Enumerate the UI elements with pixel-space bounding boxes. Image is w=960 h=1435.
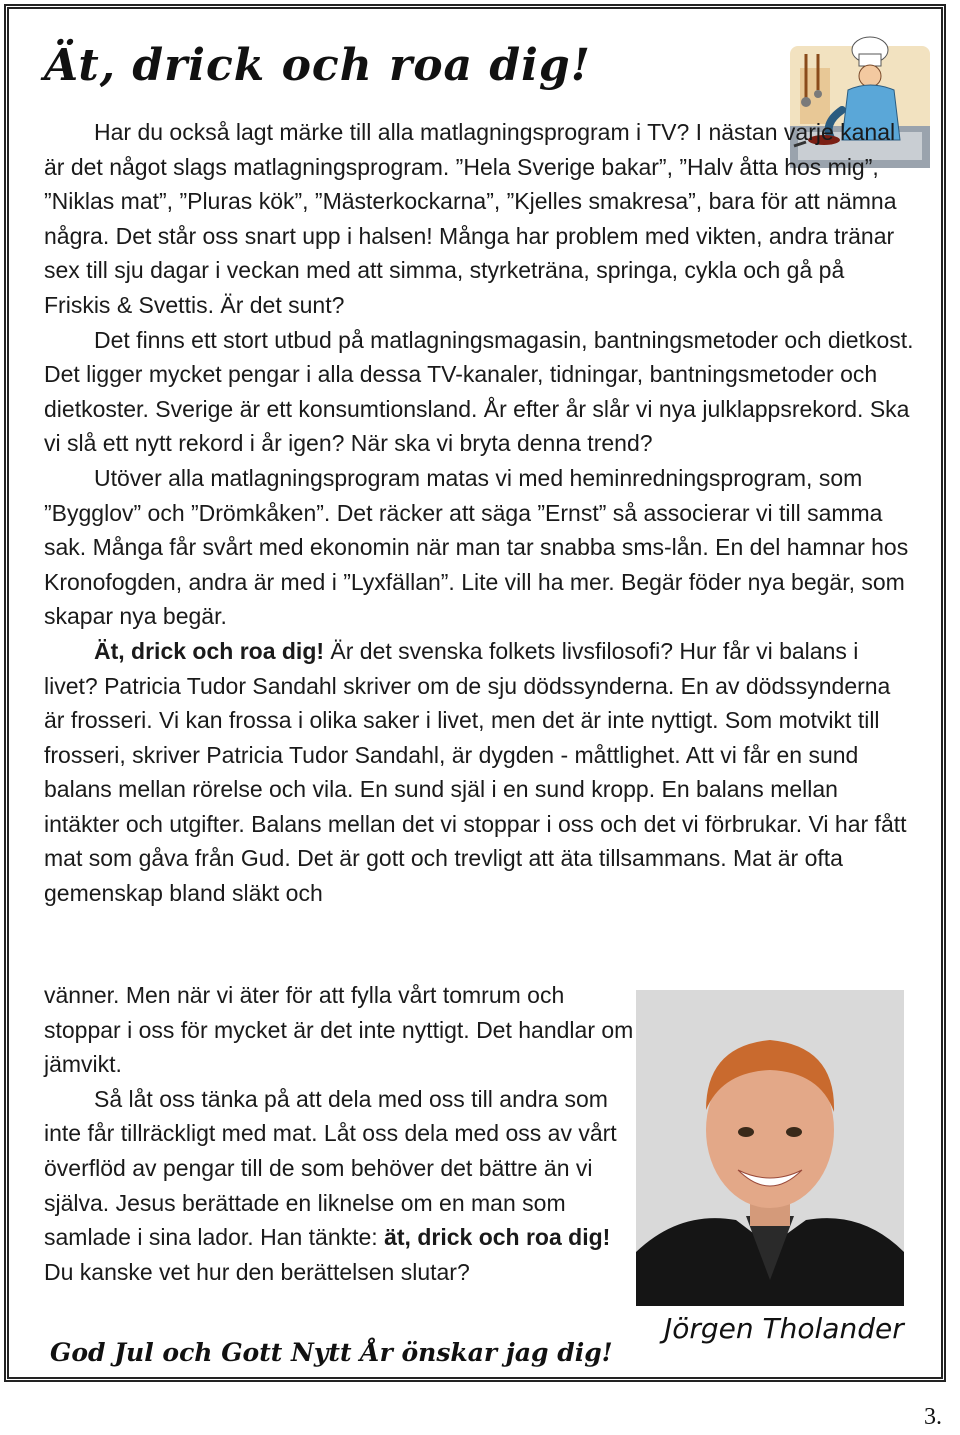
paragraph xyxy=(44,634,914,911)
paragraph-text: Du kanske vet hur den berättelsen slutar? xyxy=(44,1258,470,1285)
paragraph-text: Så låt oss tänka på att dela med oss till andra som inte får tillräckligt med mat. Låt oss dela med oss av vårt överflöd av pengar till de som behöver det bättre än vi själva. Jesus berättade en liknelse om en man som samlade i sina lador. Han tänkte: xyxy=(44,1085,617,1251)
paragraph: vänner. Men när vi äter för att fylla vårt tomrum och stoppar i oss för mycket är det inte nyttigt. Det handlar om jämvikt. xyxy=(44,982,634,1078)
bold-phrase: ät, drick och roa dig! xyxy=(384,1224,611,1251)
paragraph-text: Är det svenska folkets livsfilosofi? Hur får vi balans i livet? Patricia Tudor Sandahl skriver om de sju dödssynderna. En av dödssynderna är frosseri. Vi kan frossa i olika saker i livet, men det är inte nyttigt. Som motvikt till frosseri, skriver Patricia Tudor Sandahl, är dygden - måttlighet. Att vi får en sund balans mellan rörelse och vila. En sund själ i en sund kropp. En balans mellan intäkter och utgifter. Balans mellan det vi stoppar i oss och det vi förbrukar. Vi har fått mat som gåva från Gud. Det är gott och trevligt att äta tillsammans. Mat är ofta gemenskap bland släkt och xyxy=(44,637,907,907)
author-photo xyxy=(636,990,904,1306)
article-body-top xyxy=(44,115,914,911)
author-signature: Jörgen Tholander xyxy=(664,1312,904,1345)
bold-phrase: Ät, drick och roa dig! xyxy=(94,637,325,664)
paragraph: Utöver alla matlagningsprogram matas vi med heminredningsprogram, som ”Bygglov” och ”Drömkåken”. Det räcker att säga ”Ernst” så associerar vi till samma sak. Många får svårt med ekonomin när man tar snabba sms-lån. En del hamnar hos Kronofogden, andra är med i ”Lyxfällan”. Lite vill ha mer. Begär föder nya begär, som skapar nya begär. xyxy=(44,464,909,630)
closing-greeting: God Jul och Gott Nytt År önskar jag dig! xyxy=(50,1338,613,1367)
page-number: 3. xyxy=(924,1404,942,1430)
article-body-bottom xyxy=(44,978,634,1289)
page-title: Ät, drick och roa dig! xyxy=(44,40,591,91)
paragraph: Har du också lagt märke till alla matlagningsprogram i TV? I nästan varje kanal är det något slags matlagningsprogram. ”Hela Sverige bakar”, ”Halv åtta hos mig”, ”Niklas mat”, ”Pluras kök”, ”Mästerkockarna”, ”Kjelles smakresa”, bara för att nämna några. Det står oss snart upp i halsen! Många har problem med vikten, andra tränar sex till sju dagar i veckan med att simma, styrketräna, springa, cykla och gå på Friskis & Svettis. Är det sunt? xyxy=(44,119,897,318)
paragraph: Det finns ett stort utbud på matlagningsmagasin, bantningsmetoder och dietkost. Det ligger mycket pengar i alla dessa TV-kanaler, tidningar, bantningsmetoder och dietkoster. Sverige är ett konsumtionsland. År efter år slår vi nya julklappsrekord. Ska vi slå ett nytt rekord i år igen? När ska vi bryta denna trend? xyxy=(44,326,914,457)
paragraph xyxy=(44,1082,634,1290)
